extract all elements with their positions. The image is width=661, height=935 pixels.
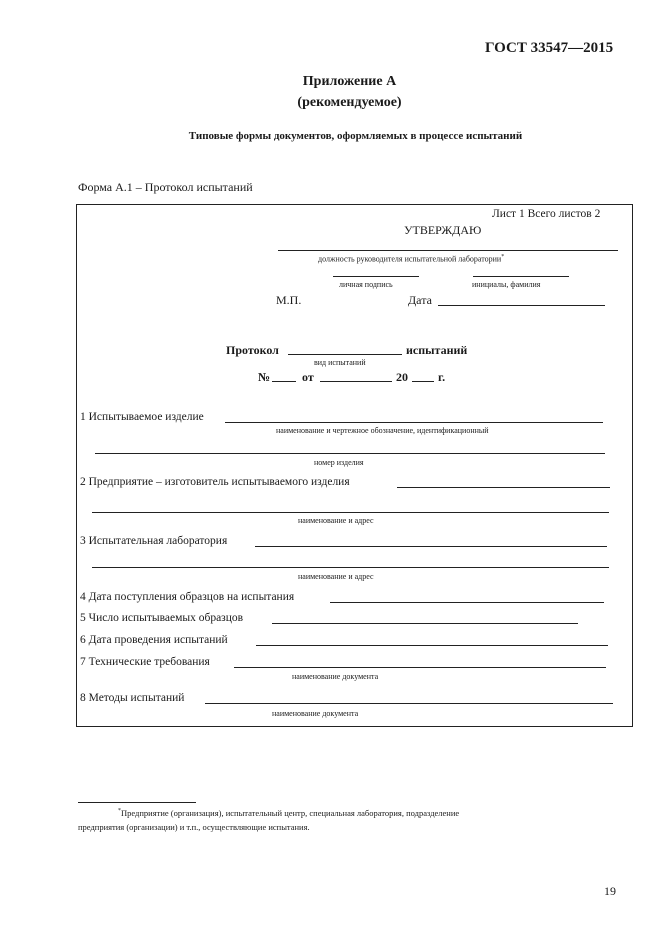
number-line [272, 381, 296, 382]
field-5-label: 5 Число испытываемых образцов [80, 612, 244, 624]
signature-caption: личная подпись [339, 280, 393, 289]
field-1-caption: наименование и чертежное обозначение, идентификационный [276, 426, 489, 435]
sheet-info: Лист 1 Всего листов 2 [492, 208, 601, 220]
appendix-subtitle: (рекомендуемое) [297, 95, 402, 110]
field-8-caption: наименование документа [272, 709, 359, 718]
field-4-label: 4 Дата поступления образцов на испытания [80, 591, 295, 603]
field-2-line [397, 487, 610, 488]
field-2-label: 2 Предприятие – изготовитель испытываемого изделия [80, 476, 350, 488]
page-number: 19 [604, 884, 616, 898]
year-prefix: 20 [396, 370, 408, 384]
from-word: от [302, 370, 314, 384]
field-8-line [205, 703, 613, 704]
initials-caption: инициалы, фамилия [472, 280, 541, 289]
position-line [278, 250, 618, 251]
field-7-caption: наименование документа [292, 672, 379, 681]
field-7-label: 7 Технические требования [80, 656, 210, 668]
field-1-label: 1 Испытываемое изделие [80, 411, 204, 423]
field-6-label: 6 Дата проведения испытаний [80, 634, 228, 646]
field-1-line-2 [95, 453, 605, 454]
field-2-caption: наименование и адрес [298, 516, 374, 525]
position-caption: должность руководителя испытательной лаборатории* [318, 254, 505, 264]
field-3-label: 3 Испытательная лаборатория [80, 535, 228, 547]
document-code: ГОСТ 33547—2015 [485, 40, 614, 56]
field-3-line [255, 546, 607, 547]
footnote-line-2: предприятия (организации) и т.п., осуществляющие испытания. [78, 822, 310, 832]
date-day-line [320, 381, 392, 382]
form-caption: Форма А.1 – Протокол испытаний [78, 180, 253, 194]
appendix-heading: Типовые формы документов, оформляемых в процессе испытаний [188, 130, 523, 142]
stamp-label: М.П. [276, 293, 302, 307]
date-label: Дата [408, 293, 432, 307]
field-5-line [272, 623, 578, 624]
year-suffix: г. [438, 370, 446, 384]
year-line [412, 381, 434, 382]
number-sign: № [258, 370, 271, 384]
field-3-caption: наименование и адрес [298, 572, 374, 581]
appendix-title: Приложение А [302, 74, 397, 89]
footnote-line-1: *Предприятие (организация), испытательный центр, специальная лаборатория, подразделение [118, 808, 460, 818]
field-8-label: 8 Методы испытаний [80, 692, 185, 704]
protocol-word: Протокол [226, 343, 279, 357]
signature-line [333, 276, 419, 277]
footnote-rule [78, 802, 196, 803]
field-4-line [330, 602, 604, 603]
test-type-caption: вид испытаний [314, 358, 366, 367]
tests-word: испытаний [406, 343, 468, 357]
date-line [438, 305, 605, 306]
approve-label: УТВЕРЖДАЮ [404, 223, 482, 237]
field-1-caption-2: номер изделия [314, 458, 364, 467]
field-2-line-2 [92, 512, 609, 513]
field-6-line [256, 645, 608, 646]
field-7-line [234, 667, 606, 668]
initials-line [473, 276, 569, 277]
field-1-line [225, 422, 603, 423]
field-3-line-2 [92, 567, 609, 568]
test-type-line [288, 354, 402, 355]
